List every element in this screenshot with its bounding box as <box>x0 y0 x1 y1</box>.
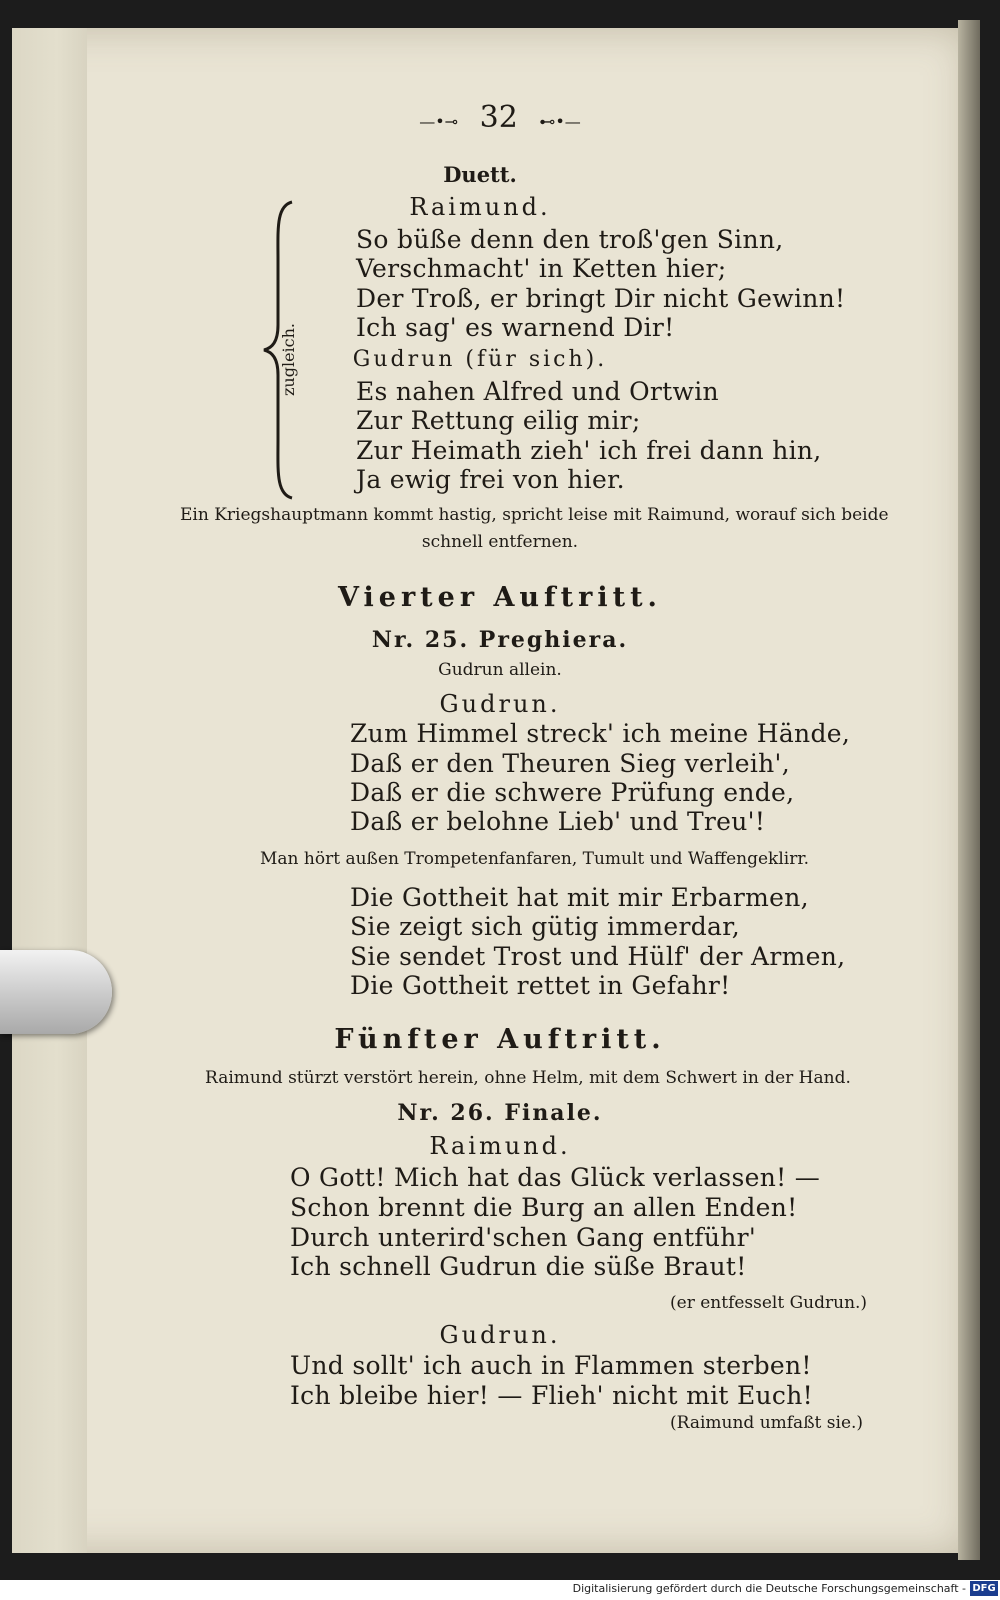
verse-line: Zum Himmel streck' ich meine Hände, <box>350 719 851 748</box>
number-heading: Nr. 26. Finale. <box>397 1100 603 1126</box>
verse-line: Und sollt' ich auch in Flammen sterben! <box>290 1351 812 1380</box>
verse-line: Die Gottheit rettet in Gefahr! <box>350 971 731 1000</box>
verse-line: Verschmacht' in Ketten hier; <box>356 254 727 283</box>
page-header <box>0 100 1000 135</box>
verse-line: Der Troß, er bringt Dir nicht Gewinn! <box>356 284 846 313</box>
number-heading: Nr. 25. Preghiera. <box>371 627 629 653</box>
stage-direction: (Raimund umfaßt sie.) <box>670 1413 864 1433</box>
page-clip <box>0 950 112 1034</box>
verse-line: Ich schnell Gudrun die süße Braut! <box>290 1252 747 1281</box>
speaker-gudrun: Gudrun. <box>439 1321 561 1349</box>
verse-line: Schon brennt die Burg an allen Enden! <box>290 1193 798 1222</box>
scene-note: Gudrun allein. <box>438 660 562 680</box>
verse-line: Sie zeigt sich gütig immerdar, <box>350 912 741 941</box>
verse-line: Daß er belohne Lieb' und Treu'! <box>350 807 766 836</box>
stage-direction: Man hört außen Trompetenfanfaren, Tumult und Waffengeklirr. <box>260 849 809 869</box>
scene-heading: Fünfter Auftritt. <box>334 1024 666 1055</box>
verse-line: Es nahen Alfred und Ortwin <box>356 377 719 406</box>
speaker-raimund: Raimund. <box>429 1132 571 1160</box>
verse-line: Daß er die schwere Prüfung ende, <box>350 778 795 807</box>
verse-line: Zur Heimath zieh' ich frei dann hin, <box>356 436 822 465</box>
verse-line: Die Gottheit hat mit mir Erbarmen, <box>350 883 809 912</box>
speaker-gudrun: Gudrun. <box>439 690 561 718</box>
verse-line: Durch unterird'schen Gang entführ' <box>290 1223 757 1252</box>
verse-line: Ich sag' es warnend Dir! <box>356 313 675 342</box>
ornament-left: —•⊸ <box>419 112 459 131</box>
verse-line: So büße denn den troß'gen Sinn, <box>356 225 784 254</box>
duet-speaker-gudrun: Gudrun (für sich). <box>352 347 608 372</box>
scene-heading: Vierter Auftritt. <box>338 582 662 613</box>
duet-speaker-raimund: Raimund. <box>409 193 551 221</box>
verse-line: Ja ewig frei von hier. <box>356 465 625 494</box>
verse-line: Ich bleibe hier! — Flieh' nicht mit Euch! <box>290 1381 813 1410</box>
stage-direction: (er entfesselt Gudrun.) <box>670 1293 868 1313</box>
footer-credit: Digitalisierung gefördert durch die Deutsche Forschungsgemeinschaft - <box>572 1582 966 1595</box>
dfg-logo: DFG <box>970 1581 998 1596</box>
page-number: 32 <box>479 100 518 135</box>
duet-title: Duett. <box>443 162 517 187</box>
side-label-zugleich: zugleich. <box>279 322 299 397</box>
ornament-right: ⊷•— <box>539 112 581 131</box>
stage-direction: schnell entfernen. <box>421 532 579 552</box>
stage-direction: Ein Kriegshauptmann kommt hastig, spricht leise mit Raimund, worauf sich beide <box>180 505 889 525</box>
verse-line: Daß er den Theuren Sieg verleih', <box>350 749 790 778</box>
verse-line: Sie sendet Trost und Hülf' der Armen, <box>350 942 846 971</box>
footer-bar <box>0 1580 1000 1600</box>
stage-direction: Raimund stürzt verstört herein, ohne Helm, mit dem Schwert in der Hand. <box>205 1068 851 1088</box>
verse-line: O Gott! Mich hat das Glück verlassen! — <box>290 1163 821 1192</box>
verse-line: Zur Rettung eilig mir; <box>356 406 641 435</box>
